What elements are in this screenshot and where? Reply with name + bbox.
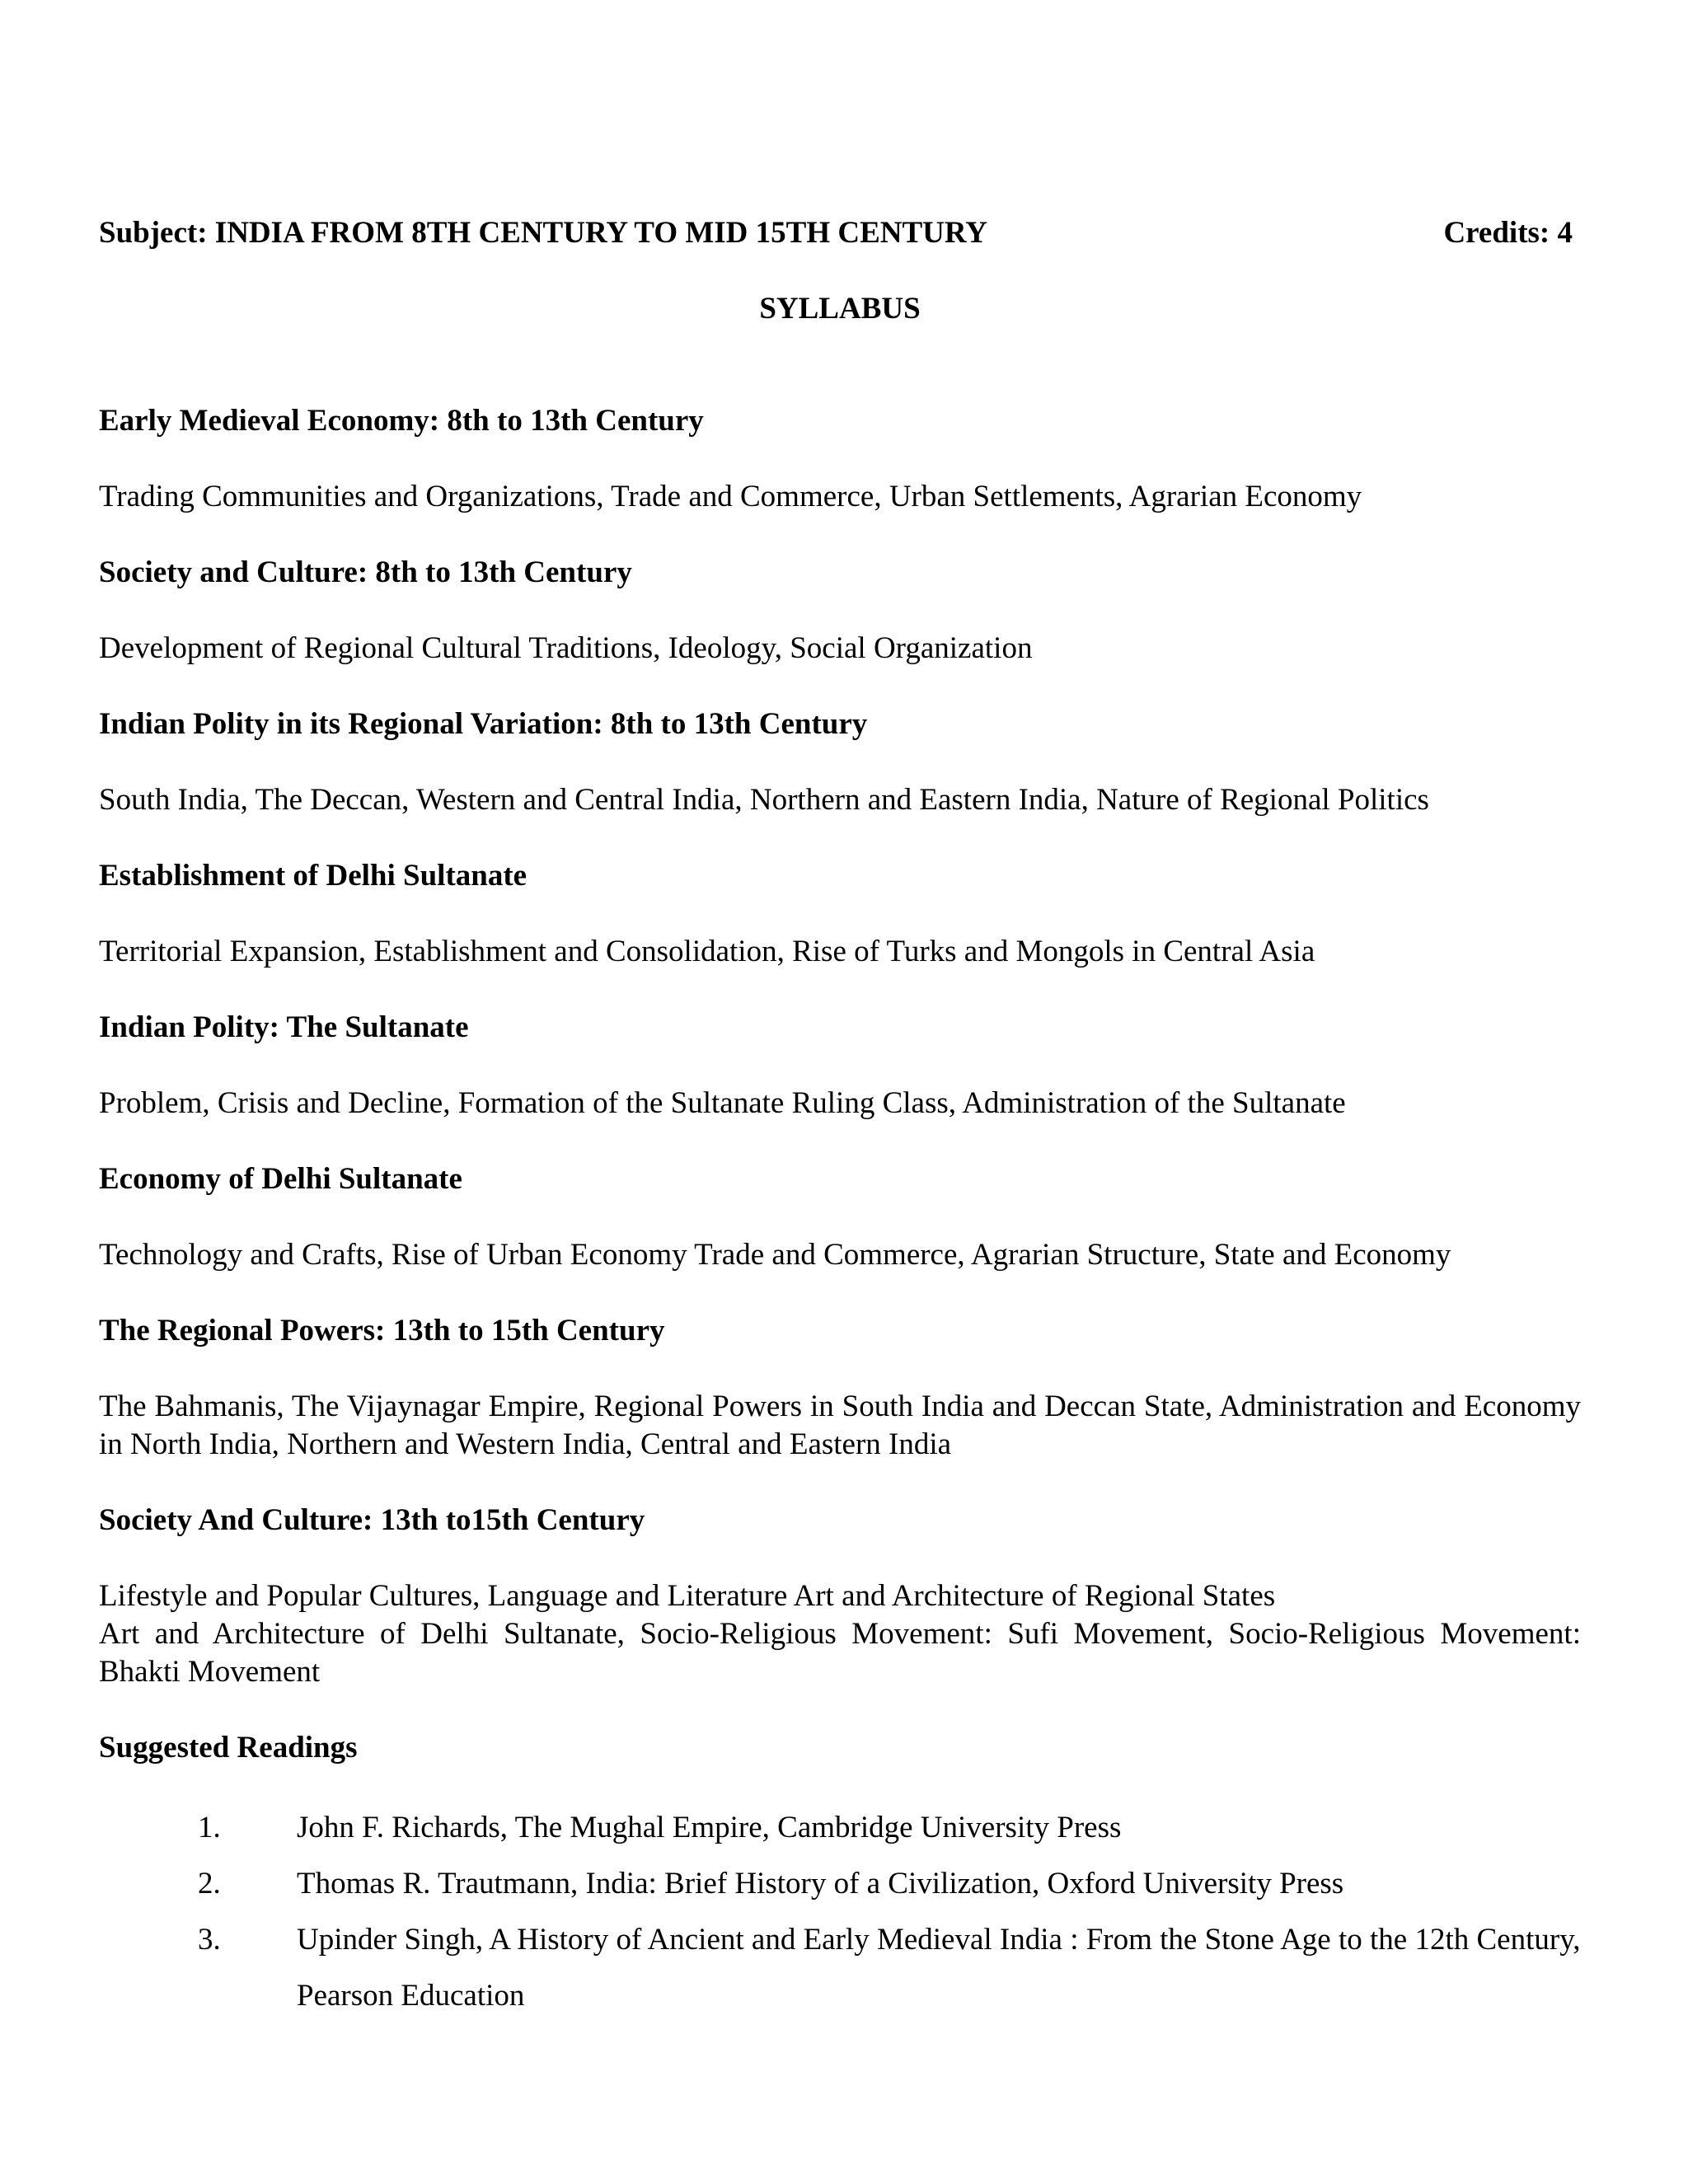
suggested-readings-heading: Suggested Readings [99,1731,358,1765]
section-body-text: Territorial Expansion, Establishment and Consolidation, Rise of Turks and Mongols in Central Asia [99,935,1315,968]
section-body [99,1388,1581,1464]
section-body-text: Technology and Crafts, Rise of Urban Economy Trade and Commerce, Agrarian Structure, State and Economy [99,1238,1451,1272]
section-body-text: Art and Architecture of Delhi Sultanate, Socio-Religious Movement: Sufi Movement, Socio-Religious Movement: Bhakti Movement [99,1617,1581,1689]
reading-item [99,1800,1581,1856]
reading-number: 1. [198,1811,221,1844]
credits-label: Credits: 4 [1443,216,1573,250]
section-heading: Economy of Delhi Sultanate [99,1162,462,1196]
syllabus-heading: SYLLABUS [759,292,921,326]
reading-number: 2. [198,1867,221,1900]
section-body-text: Problem, Crisis and Decline, Formation of the Sultanate Ruling Class, Administration of the Sultanate [99,1086,1346,1120]
section-heading: Early Medieval Economy: 8th to 13th Century [99,404,704,438]
section-body-text: Trading Communities and Organizations, Trade and Commerce, Urban Settlements, Agrarian Economy [99,480,1362,513]
section-body [99,1577,1581,1691]
section-heading: Society and Culture: 8th to 13th Century [99,555,632,589]
header-row [99,213,1581,254]
syllabus-sections [99,402,1581,2024]
suggested-readings-list [99,1800,1581,2024]
section-heading: Indian Polity: The Sultanate [99,1010,469,1044]
subject-title: Subject: INDIA FROM 8TH CENTURY TO MID 15TH CENTURY [99,216,988,250]
section-body-text: Lifestyle and Popular Cultures, Language and Literature Art and Architecture of Regional States [99,1579,1276,1613]
reading-text: Upinder Singh, A History of Ancient and Early Medieval India : From the Stone Age to the 12th Century, Pearson Education [297,1923,1581,2013]
section-body [99,478,1581,516]
reading-item [99,1912,1581,2024]
section-heading: The Regional Powers: 13th to 15th Century [99,1314,665,1347]
section-body [99,630,1581,668]
reading-number: 3. [198,1923,221,1957]
section-body [99,933,1581,971]
reading-text: John F. Richards, The Mughal Empire, Cambridge University Press [297,1811,1122,1844]
section-body-text: The Bahmanis, The Vijaynagar Empire, Regional Powers in South India and Deccan State, Administration and Economy in North India, Northern and Western India, Central and Eastern India [99,1390,1581,1461]
section-body [99,1236,1581,1274]
section-body-text: South India, The Deccan, Western and Central India, Northern and Eastern India, Nature of Regional Politics [99,783,1429,817]
reading-item [99,1856,1581,1912]
section-heading: Society And Culture: 13th to15th Century [99,1503,645,1537]
section-body [99,1085,1581,1122]
section-heading: Indian Polity in its Regional Variation: 8th to 13th Century [99,707,868,741]
section-body [99,781,1581,819]
reading-text: Thomas R. Trautmann, India: Brief History of a Civilization, Oxford University Press [297,1867,1344,1900]
section-body-text: Development of Regional Cultural Traditions, Ideology, Social Organization [99,631,1033,665]
section-heading: Establishment of Delhi Sultanate [99,859,528,893]
